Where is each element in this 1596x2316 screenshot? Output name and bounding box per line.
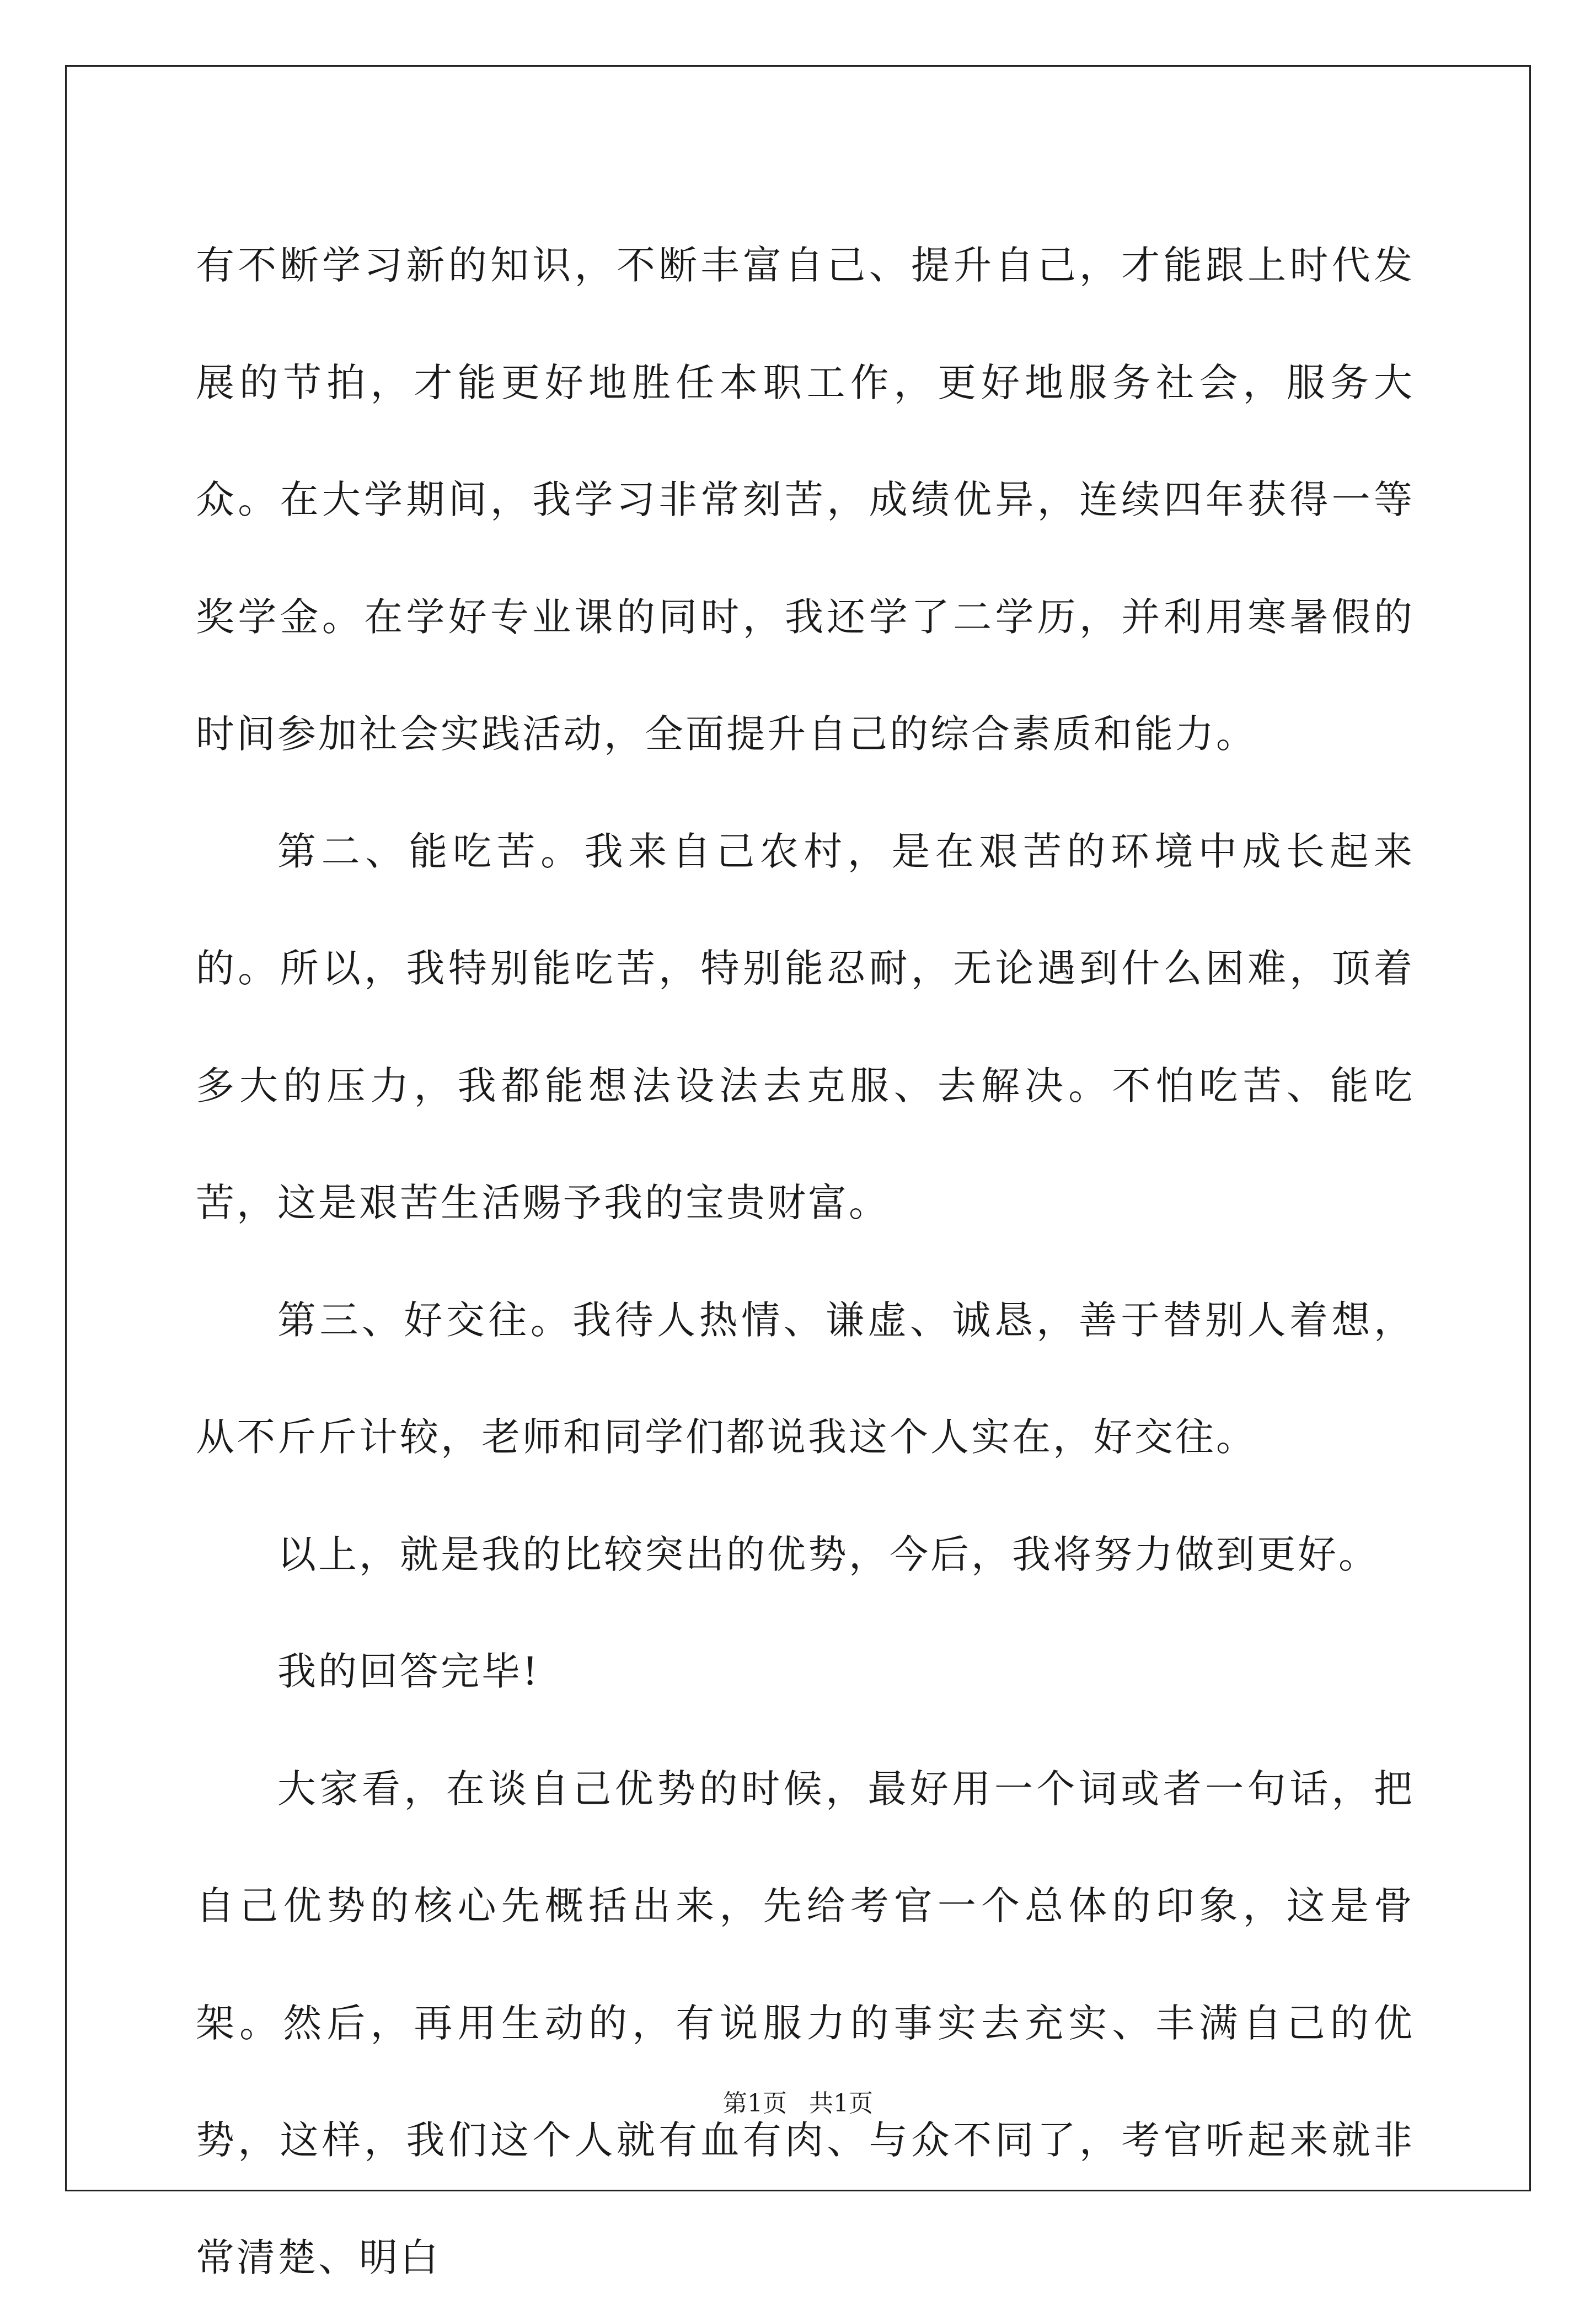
paragraph-2: 第二、能吃苦。我来自己农村，是在艰苦的环境中成长起来的。所以，我特别能吃苦，特别能忍耐，无论遇到什么困难，顶着多大的压力，我都能想法设法去克服、去解决。不怕吃苦、能吃苦，这是艰苦生活赐予我的宝贵财富。 [196, 793, 1415, 1262]
page-number: 第1页 [723, 2089, 787, 2117]
paragraph-1: 有不断学习新的知识，不断丰富自己、提升自己，才能跟上时代发展的节拍，才能更好地胜任本职工作，更好地服务社会，服务大众。在大学期间，我学习非常刻苦，成绩优异，连续四年获得一等奖学金。在学好专业课的同时，我还学了二学历，并利用寒暑假的时间参加社会实践活动，全面提升自己的综合素质和能力。 [196, 207, 1415, 793]
paragraph-4: 以上，就是我的比较突出的优势，今后，我将努力做到更好。 [196, 1496, 1415, 1613]
document-body [196, 207, 1415, 2316]
paragraph-6: 大家看，在谈自己优势的时候，最好用一个词或者一句话，把自己优势的核心先概括出来，先给考官一个总体的印象，这是骨架。然后，再用生动的，有说服力的事实去充实、丰满自己的优势，这样，我们这个人就有血有肉、与众不同了，考官听起来就非常清楚、明白 [196, 1730, 1415, 2316]
page-footer [0, 2083, 1596, 2119]
paragraph-3: 第三、好交往。我待人热情、谦虚、诚恳，善于替别人着想，从不斤斤计较，老师和同学们都说我这个人实在，好交往。 [196, 1262, 1415, 1496]
paragraph-5: 我的回答完毕! [196, 1613, 1415, 1730]
page-total: 共1页 [809, 2089, 873, 2117]
